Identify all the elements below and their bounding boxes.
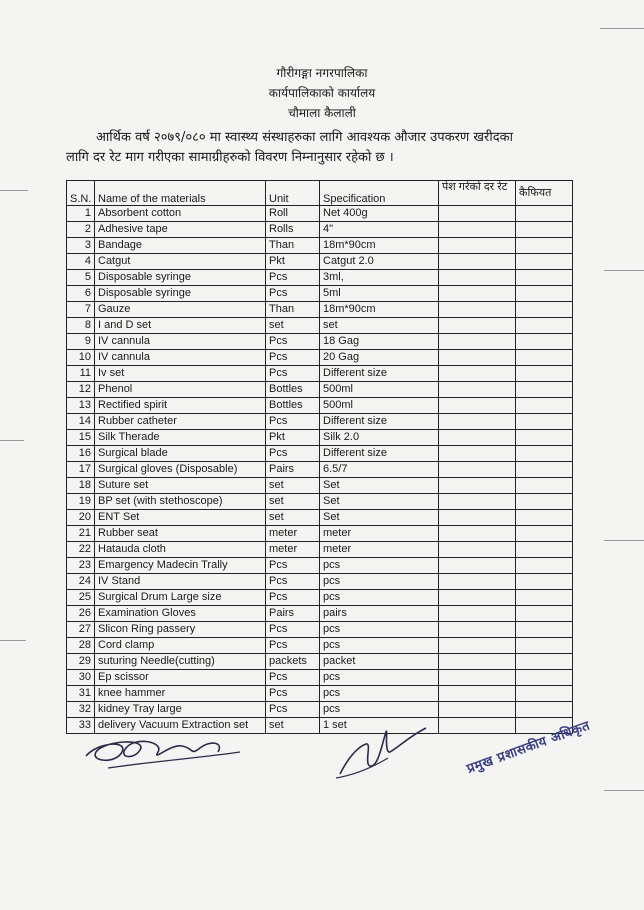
row-material-name: Slicon Ring passery	[95, 622, 266, 638]
row-sn: 21	[67, 526, 95, 542]
row-rate	[439, 654, 516, 670]
row-unit: Pcs	[266, 334, 320, 350]
row-sn: 25	[67, 590, 95, 606]
table-row	[67, 638, 573, 654]
row-specification: pcs	[320, 590, 439, 606]
row-unit: Pcs	[266, 366, 320, 382]
row-remarks	[516, 414, 573, 430]
scan-edge-mark	[604, 270, 644, 271]
row-rate	[439, 606, 516, 622]
row-material-name: I and D set	[95, 318, 266, 334]
row-specification: set	[320, 318, 439, 334]
row-material-name: Disposable syringe	[95, 270, 266, 286]
row-rate	[439, 542, 516, 558]
header-specification: Specification	[320, 181, 439, 206]
row-specification: Catgut 2.0	[320, 254, 439, 270]
row-material-name: Adhesive tape	[95, 222, 266, 238]
row-unit: Than	[266, 302, 320, 318]
row-material-name: Hatauda cloth	[95, 542, 266, 558]
table-row	[67, 318, 573, 334]
row-rate	[439, 590, 516, 606]
table-row	[67, 430, 573, 446]
row-sn: 3	[67, 238, 95, 254]
row-material-name: Cord clamp	[95, 638, 266, 654]
row-sn: 28	[67, 638, 95, 654]
row-specification: 18m*90cm	[320, 302, 439, 318]
scan-edge-mark	[0, 440, 24, 441]
table-row	[67, 446, 573, 462]
table-row	[67, 478, 573, 494]
table-row	[67, 270, 573, 286]
row-unit: Pcs	[266, 270, 320, 286]
row-remarks	[516, 558, 573, 574]
official-stamp: प्रमुख प्रशासकीय अधिकृत	[465, 718, 593, 777]
table-row	[67, 686, 573, 702]
table-row	[67, 414, 573, 430]
row-unit: set	[266, 494, 320, 510]
row-rate	[439, 398, 516, 414]
row-material-name: Suture set	[95, 478, 266, 494]
header-rate: पेश गरेको दर रेट	[439, 181, 516, 206]
row-specification: 4"	[320, 222, 439, 238]
table-row	[67, 366, 573, 382]
row-material-name: Catgut	[95, 254, 266, 270]
office-name: कार्यपालिकाको कार्यालय	[268, 86, 376, 100]
row-specification: 6.5/7	[320, 462, 439, 478]
row-rate	[439, 382, 516, 398]
row-specification: pcs	[320, 702, 439, 718]
row-remarks	[516, 638, 573, 654]
row-unit: Bottles	[266, 382, 320, 398]
row-rate	[439, 430, 516, 446]
scan-edge-mark	[600, 28, 644, 29]
row-remarks	[516, 430, 573, 446]
row-rate	[439, 238, 516, 254]
row-unit: set	[266, 478, 320, 494]
table-body	[67, 206, 573, 734]
row-remarks	[516, 398, 573, 414]
row-sn: 12	[67, 382, 95, 398]
row-material-name: Emargency Madecin Trally	[95, 558, 266, 574]
row-remarks	[516, 446, 573, 462]
row-sn: 10	[67, 350, 95, 366]
table-row	[67, 254, 573, 270]
scan-edge-mark	[0, 640, 26, 641]
row-unit: set	[266, 318, 320, 334]
row-sn: 19	[67, 494, 95, 510]
row-unit: Pairs	[266, 462, 320, 478]
row-remarks	[516, 366, 573, 382]
table-row	[67, 702, 573, 718]
row-rate	[439, 318, 516, 334]
row-sn: 29	[67, 654, 95, 670]
row-rate	[439, 350, 516, 366]
row-specification: Set	[320, 478, 439, 494]
table-row	[67, 382, 573, 398]
row-remarks	[516, 526, 573, 542]
table-row	[67, 206, 573, 222]
row-rate	[439, 622, 516, 638]
row-material-name: Bandage	[95, 238, 266, 254]
signature-center	[330, 724, 440, 784]
table-row	[67, 558, 573, 574]
row-specification: packet	[320, 654, 439, 670]
row-rate	[439, 414, 516, 430]
row-remarks	[516, 334, 573, 350]
row-unit: Roll	[266, 206, 320, 222]
row-rate	[439, 366, 516, 382]
row-rate	[439, 222, 516, 238]
row-rate	[439, 334, 516, 350]
intro-line-2: लागि दर रेट माग गरीएका सामाग्रीहरुको विवरण निम्नानुसार रहेको छ ।	[66, 150, 394, 165]
row-remarks	[516, 702, 573, 718]
row-material-name: Disposable syringe	[95, 286, 266, 302]
row-remarks	[516, 286, 573, 302]
row-material-name: Iv set	[95, 366, 266, 382]
row-unit: Pcs	[266, 622, 320, 638]
row-material-name: BP set (with stethoscope)	[95, 494, 266, 510]
row-unit: set	[266, 510, 320, 526]
row-specification: 20 Gag	[320, 350, 439, 366]
table-row	[67, 462, 573, 478]
row-specification: 5ml	[320, 286, 439, 302]
header-sn: S.N.	[67, 181, 95, 206]
row-specification: 500ml	[320, 398, 439, 414]
row-rate	[439, 670, 516, 686]
row-unit: Pairs	[266, 606, 320, 622]
row-sn: 31	[67, 686, 95, 702]
row-rate	[439, 270, 516, 286]
row-specification: pcs	[320, 622, 439, 638]
row-specification: 500ml	[320, 382, 439, 398]
row-unit: Pcs	[266, 414, 320, 430]
table-row	[67, 238, 573, 254]
row-sn: 22	[67, 542, 95, 558]
row-unit: Than	[266, 238, 320, 254]
row-unit: Rolls	[266, 222, 320, 238]
row-sn: 8	[67, 318, 95, 334]
row-remarks	[516, 606, 573, 622]
table-row	[67, 574, 573, 590]
table-row	[67, 222, 573, 238]
table-row	[67, 526, 573, 542]
row-material-name: Examination Gloves	[95, 606, 266, 622]
scan-edge-mark	[604, 790, 644, 791]
row-sn: 6	[67, 286, 95, 302]
table-row	[67, 334, 573, 350]
row-rate	[439, 446, 516, 462]
table-row	[67, 542, 573, 558]
row-specification: Set	[320, 510, 439, 526]
row-rate	[439, 254, 516, 270]
row-unit: Pcs	[266, 558, 320, 574]
row-rate	[439, 478, 516, 494]
row-remarks	[516, 590, 573, 606]
row-unit: Pcs	[266, 350, 320, 366]
row-sn: 20	[67, 510, 95, 526]
row-specification: meter	[320, 542, 439, 558]
row-specification: Set	[320, 494, 439, 510]
row-sn: 27	[67, 622, 95, 638]
table-row	[67, 590, 573, 606]
row-unit: Pcs	[266, 670, 320, 686]
row-rate	[439, 574, 516, 590]
row-sn: 32	[67, 702, 95, 718]
row-specification: pcs	[320, 558, 439, 574]
row-rate	[439, 686, 516, 702]
row-sn: 13	[67, 398, 95, 414]
row-remarks	[516, 350, 573, 366]
scan-edge-mark	[604, 540, 644, 541]
row-specification: meter	[320, 526, 439, 542]
row-material-name: knee hammer	[95, 686, 266, 702]
row-unit: Pkt	[266, 254, 320, 270]
row-remarks	[516, 542, 573, 558]
row-rate	[439, 718, 516, 734]
row-material-name: Phenol	[95, 382, 266, 398]
table-row	[67, 286, 573, 302]
row-remarks	[516, 622, 573, 638]
row-specification: Different size	[320, 414, 439, 430]
table-row	[67, 622, 573, 638]
row-material-name: Absorbent cotton	[95, 206, 266, 222]
row-unit: Pcs	[266, 590, 320, 606]
row-sn: 11	[67, 366, 95, 382]
row-sn: 1	[67, 206, 95, 222]
row-rate	[439, 702, 516, 718]
row-rate	[439, 526, 516, 542]
row-remarks	[516, 478, 573, 494]
row-sn: 16	[67, 446, 95, 462]
row-material-name: IV Stand	[95, 574, 266, 590]
row-remarks	[516, 686, 573, 702]
row-remarks	[516, 510, 573, 526]
row-unit: Pcs	[266, 446, 320, 462]
row-sn: 7	[67, 302, 95, 318]
row-material-name: IV cannula	[95, 334, 266, 350]
row-remarks	[516, 494, 573, 510]
row-sn: 4	[67, 254, 95, 270]
row-material-name: Surgical Drum Large size	[95, 590, 266, 606]
table-row	[67, 494, 573, 510]
row-material-name: Surgical gloves (Disposable)	[95, 462, 266, 478]
row-material-name: Rectified spirit	[95, 398, 266, 414]
row-remarks	[516, 222, 573, 238]
row-unit: meter	[266, 542, 320, 558]
row-sn: 9	[67, 334, 95, 350]
row-specification: pairs	[320, 606, 439, 622]
row-specification: pcs	[320, 686, 439, 702]
row-sn: 2	[67, 222, 95, 238]
row-specification: pcs	[320, 670, 439, 686]
row-material-name: Gauze	[95, 302, 266, 318]
row-material-name: Rubber catheter	[95, 414, 266, 430]
row-sn: 33	[67, 718, 95, 734]
municipality-name: गौरीगङ्गा नगरपालिका	[276, 66, 368, 80]
row-sn: 18	[67, 478, 95, 494]
signature-left	[78, 722, 248, 782]
row-sn: 15	[67, 430, 95, 446]
row-specification: Different size	[320, 446, 439, 462]
row-rate	[439, 494, 516, 510]
row-remarks	[516, 318, 573, 334]
row-specification: 3ml,	[320, 270, 439, 286]
row-specification: Silk 2.0	[320, 430, 439, 446]
row-remarks	[516, 654, 573, 670]
table-row	[67, 606, 573, 622]
row-rate	[439, 286, 516, 302]
materials-table	[66, 180, 573, 734]
row-unit: packets	[266, 654, 320, 670]
row-sn: 30	[67, 670, 95, 686]
row-specification: pcs	[320, 638, 439, 654]
row-specification: pcs	[320, 574, 439, 590]
row-sn: 23	[67, 558, 95, 574]
row-material-name: kidney Tray large	[95, 702, 266, 718]
row-rate	[439, 206, 516, 222]
row-specification: Different size	[320, 366, 439, 382]
row-material-name: ENT Set	[95, 510, 266, 526]
row-remarks	[516, 238, 573, 254]
row-rate	[439, 510, 516, 526]
table-row	[67, 670, 573, 686]
row-sn: 14	[67, 414, 95, 430]
table-row	[67, 302, 573, 318]
row-sn: 17	[67, 462, 95, 478]
row-rate	[439, 302, 516, 318]
row-unit: meter	[266, 526, 320, 542]
scan-edge-mark	[0, 190, 28, 191]
row-material-name: suturing Needle(cutting)	[95, 654, 266, 670]
row-unit: Pcs	[266, 638, 320, 654]
row-material-name: Ep scissor	[95, 670, 266, 686]
row-remarks	[516, 270, 573, 286]
table-row	[67, 654, 573, 670]
row-sn: 26	[67, 606, 95, 622]
intro-line-1: आर्थिक वर्ष २०७९/०८० मा स्वास्थ्य संस्थाहरुका लागि आवश्यक औजार उपकरण खरीदका	[96, 130, 513, 145]
row-material-name: IV cannula	[95, 350, 266, 366]
row-unit: Pkt	[266, 430, 320, 446]
header-remarks: कैफियत	[516, 181, 573, 206]
table-row	[67, 510, 573, 526]
row-unit: Pcs	[266, 702, 320, 718]
table-row	[67, 350, 573, 366]
header-name: Name of the materials	[95, 181, 266, 206]
row-rate	[439, 638, 516, 654]
row-specification: 18 Gag	[320, 334, 439, 350]
row-remarks	[516, 254, 573, 270]
row-specification: 18m*90cm	[320, 238, 439, 254]
row-unit: set	[266, 718, 320, 734]
row-remarks	[516, 302, 573, 318]
header-unit: Unit	[266, 181, 320, 206]
row-rate	[439, 462, 516, 478]
row-sn: 5	[67, 270, 95, 286]
row-material-name: Silk Therade	[95, 430, 266, 446]
row-unit: Pcs	[266, 574, 320, 590]
row-material-name: delivery Vacuum Extraction set	[95, 718, 266, 734]
row-material-name: Rubber seat	[95, 526, 266, 542]
row-sn: 24	[67, 574, 95, 590]
row-remarks	[516, 670, 573, 686]
row-unit: Pcs	[266, 686, 320, 702]
row-material-name: Surgical blade	[95, 446, 266, 462]
row-specification: 1 set	[320, 718, 439, 734]
row-remarks	[516, 382, 573, 398]
row-remarks	[516, 462, 573, 478]
table-row	[67, 398, 573, 414]
row-remarks	[516, 574, 573, 590]
row-remarks	[516, 206, 573, 222]
table-header-row	[67, 181, 573, 206]
office-location: चौमाला कैलाली	[288, 106, 356, 120]
row-specification: Net 400g	[320, 206, 439, 222]
row-unit: Bottles	[266, 398, 320, 414]
row-rate	[439, 558, 516, 574]
row-unit: Pcs	[266, 286, 320, 302]
